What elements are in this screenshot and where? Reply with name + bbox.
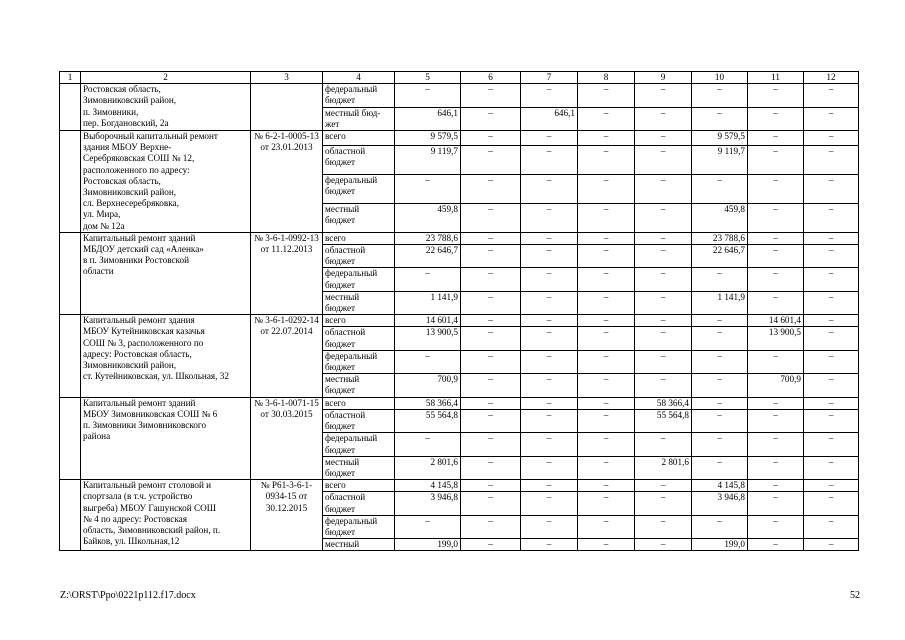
amount-cell: – [748, 146, 804, 175]
column-header: 1 [60, 72, 81, 84]
footer-file-path: Z:\ORST\Ppo\0221p112.f17.docx [60, 590, 196, 601]
column-header: 9 [635, 72, 692, 84]
amount-cell: – [461, 397, 521, 409]
amount-cell: 700,9 [395, 374, 461, 397]
document-number-cell [251, 84, 323, 131]
amount-cell: – [635, 539, 692, 551]
amount-cell: – [461, 232, 521, 244]
amount-cell: – [578, 350, 635, 373]
object-name-cell: Капитальный ремонт зданий МБДОУ детский сад «Аленка» в п. Зимовники Ростовской области [81, 232, 251, 314]
amount-cell: – [748, 232, 804, 244]
amount-cell: – [395, 350, 461, 373]
amount-cell: – [461, 146, 521, 175]
document-number-cell: № 3-6-1-0071-15 от 30.03.2015 [251, 397, 323, 479]
amount-cell: – [635, 203, 692, 232]
funding-source-cell: местный бюджет [323, 456, 395, 479]
column-header: 8 [578, 72, 635, 84]
amount-cell: – [461, 539, 521, 551]
amount-cell: – [521, 456, 578, 479]
amount-cell: – [578, 174, 635, 203]
amount-cell: – [804, 203, 859, 232]
amount-cell: – [804, 174, 859, 203]
amount-cell: – [521, 245, 578, 268]
amount-cell: – [692, 327, 748, 350]
amount-cell: – [635, 480, 692, 492]
amount-cell: – [692, 107, 748, 130]
column-header: 7 [521, 72, 578, 84]
amount-cell: – [461, 492, 521, 515]
amount-cell: – [578, 268, 635, 291]
amount-cell: 13 900,5 [395, 327, 461, 350]
amount-cell: – [804, 84, 859, 107]
amount-cell: 13 900,5 [748, 327, 804, 350]
amount-cell: – [635, 515, 692, 538]
amount-cell: – [461, 409, 521, 432]
amount-cell: – [748, 174, 804, 203]
amount-cell: – [692, 84, 748, 107]
amount-cell: – [804, 409, 859, 432]
amount-cell: 55 564,8 [635, 409, 692, 432]
amount-cell: – [578, 84, 635, 107]
document-table [59, 71, 859, 551]
amount-cell: 55 564,8 [395, 409, 461, 432]
amount-cell: 1 141,9 [692, 291, 748, 314]
amount-cell: – [748, 492, 804, 515]
amount-cell: – [635, 245, 692, 268]
amount-cell: – [804, 374, 859, 397]
column-header: 6 [461, 72, 521, 84]
amount-cell: – [578, 492, 635, 515]
amount-cell: – [461, 433, 521, 456]
funding-source-cell: местный бюд- жет [323, 107, 395, 130]
amount-cell: – [521, 174, 578, 203]
column-header: 4 [323, 72, 395, 84]
amount-cell: – [395, 433, 461, 456]
page-number: 52 [850, 590, 860, 601]
funding-source-cell: всего [323, 480, 395, 492]
amount-cell: – [461, 480, 521, 492]
amount-cell: – [635, 232, 692, 244]
amount-cell: 646,1 [395, 107, 461, 130]
amount-cell: 2 801,6 [635, 456, 692, 479]
funding-source-cell: всего [323, 131, 395, 146]
amount-cell: – [635, 492, 692, 515]
object-name-cell: Выборочный капитальный ремонт здания МБОУ Верхне- Серебряковская СОШ № 12, расположенного по адресу: Ростовская область, Зимовниковский район, сл. Верхнесеребряковка, ул. Мира, дом № 12а [81, 131, 251, 233]
amount-cell: – [635, 374, 692, 397]
funding-source-cell: федеральный бюджет [323, 350, 395, 373]
amount-cell: – [635, 146, 692, 175]
table-row [60, 84, 859, 107]
amount-cell: 199,0 [692, 539, 748, 551]
amount-cell: 58 366,4 [635, 397, 692, 409]
funding-source-cell: местный бюджет [323, 291, 395, 314]
document-number-cell: № Р61-3-6-1- 0934-15 от 30.12.2015 [251, 480, 323, 551]
amount-cell: – [804, 433, 859, 456]
funding-source-cell: областной бюджет [323, 146, 395, 175]
amount-cell: – [461, 174, 521, 203]
row-number-cell [60, 84, 81, 131]
amount-cell: – [578, 131, 635, 146]
amount-cell: – [461, 515, 521, 538]
amount-cell: 3 946,8 [692, 492, 748, 515]
amount-cell: – [804, 492, 859, 515]
amount-cell: – [748, 409, 804, 432]
amount-cell: – [578, 433, 635, 456]
amount-cell: – [748, 397, 804, 409]
amount-cell: – [804, 350, 859, 373]
table-row [60, 232, 859, 244]
amount-cell: 23 788,6 [395, 232, 461, 244]
amount-cell: – [748, 291, 804, 314]
amount-cell: – [692, 374, 748, 397]
funding-source-cell: федеральный бюджет [323, 84, 395, 107]
amount-cell: – [692, 174, 748, 203]
object-name-cell: Капитальный ремонт здания МБОУ Кутейниковская казачья СОШ № 3, расположенного по адресу: Ростовская область, Зимовниковский район, ст. Кутейниковская, ул. Школьная, 32 [81, 315, 251, 397]
amount-cell: – [635, 315, 692, 327]
amount-cell: – [804, 515, 859, 538]
amount-cell: – [635, 84, 692, 107]
amount-cell: – [521, 131, 578, 146]
amount-cell: – [461, 268, 521, 291]
amount-cell: – [692, 268, 748, 291]
row-number-cell [60, 480, 81, 551]
amount-cell: 4 145,8 [395, 480, 461, 492]
column-header: 5 [395, 72, 461, 84]
amount-cell: – [578, 456, 635, 479]
amount-cell: 459,8 [395, 203, 461, 232]
amount-cell: – [521, 291, 578, 314]
amount-cell: – [804, 232, 859, 244]
table-body [60, 84, 859, 551]
amount-cell: – [578, 291, 635, 314]
funding-source-cell: областной бюджет [323, 327, 395, 350]
amount-cell: 9 579,5 [692, 131, 748, 146]
amount-cell: – [748, 84, 804, 107]
amount-cell: – [521, 397, 578, 409]
amount-cell: – [578, 515, 635, 538]
amount-cell: 14 601,4 [395, 315, 461, 327]
amount-cell: – [461, 131, 521, 146]
amount-cell: – [521, 315, 578, 327]
amount-cell: – [578, 107, 635, 130]
amount-cell: – [578, 203, 635, 232]
row-number-cell [60, 232, 81, 314]
amount-cell: – [804, 315, 859, 327]
funding-source-cell: всего [323, 397, 395, 409]
funding-source-cell: всего [323, 232, 395, 244]
amount-cell: – [578, 146, 635, 175]
amount-cell: 9 119,7 [395, 146, 461, 175]
amount-cell: – [692, 515, 748, 538]
amount-cell: – [635, 327, 692, 350]
amount-cell: – [692, 433, 748, 456]
funding-source-cell: федеральный бюджет [323, 433, 395, 456]
row-number-cell [60, 131, 81, 233]
amount-cell: 199,0 [395, 539, 461, 551]
amount-cell: – [521, 492, 578, 515]
document-number-cell: № 6-2-1-0005-13 от 23.01.2013 [251, 131, 323, 233]
amount-cell: – [395, 84, 461, 107]
amount-cell: – [395, 515, 461, 538]
amount-cell: – [804, 539, 859, 551]
amount-cell: – [521, 327, 578, 350]
amount-cell: – [461, 456, 521, 479]
amount-cell: – [521, 268, 578, 291]
table-row [60, 315, 859, 327]
amount-cell: – [461, 374, 521, 397]
amount-cell: 646,1 [521, 107, 578, 130]
amount-cell: 700,9 [748, 374, 804, 397]
column-header: 10 [692, 72, 748, 84]
amount-cell: – [804, 291, 859, 314]
amount-cell: 4 145,8 [692, 480, 748, 492]
amount-cell: – [804, 456, 859, 479]
amount-cell: – [692, 315, 748, 327]
amount-cell: – [578, 245, 635, 268]
amount-cell: – [748, 539, 804, 551]
amount-cell: – [804, 146, 859, 175]
object-name-cell: Ростовская область, Зимовниковский район, п. Зимовники, пер. Богдановский, 2а [81, 84, 251, 131]
amount-cell: – [521, 515, 578, 538]
amount-cell: – [578, 409, 635, 432]
amount-cell: – [635, 350, 692, 373]
amount-cell: – [521, 539, 578, 551]
amount-cell: – [748, 480, 804, 492]
amount-cell: – [461, 245, 521, 268]
amount-cell: – [748, 245, 804, 268]
amount-cell: – [748, 350, 804, 373]
amount-cell: – [748, 107, 804, 130]
amount-cell: 3 946,8 [395, 492, 461, 515]
funding-source-cell: местный [323, 539, 395, 551]
amount-cell: – [578, 480, 635, 492]
amount-cell: – [804, 480, 859, 492]
table-header-row [60, 72, 859, 84]
amount-cell: – [635, 131, 692, 146]
column-header: 11 [748, 72, 804, 84]
amount-cell: – [692, 456, 748, 479]
amount-cell: 23 788,6 [692, 232, 748, 244]
table-row [60, 480, 859, 492]
column-header: 12 [804, 72, 859, 84]
amount-cell: – [578, 327, 635, 350]
amount-cell: – [748, 433, 804, 456]
amount-cell: – [804, 397, 859, 409]
amount-cell: – [748, 515, 804, 538]
funding-source-cell: областной бюджет [323, 409, 395, 432]
funding-source-cell: местный бюджет [323, 203, 395, 232]
amount-cell: – [635, 268, 692, 291]
amount-cell: – [521, 350, 578, 373]
object-name-cell: Капитальный ремонт столовой и спортзала (в т.ч. устройство выгреба) МБОУ Гашунской СОШ № 4 по адресу: Ростовская область, Зимовниковский район, п. Байков, ул. Школьная,12 [81, 480, 251, 551]
amount-cell: – [461, 84, 521, 107]
amount-cell: – [461, 291, 521, 314]
amount-cell: – [461, 327, 521, 350]
funding-source-cell: областной бюджет [323, 245, 395, 268]
amount-cell: – [692, 409, 748, 432]
amount-cell: – [635, 174, 692, 203]
amount-cell: – [521, 480, 578, 492]
amount-cell: – [804, 131, 859, 146]
amount-cell: – [804, 268, 859, 291]
funding-source-cell: федеральный бюджет [323, 268, 395, 291]
amount-cell: 9 579,5 [395, 131, 461, 146]
amount-cell: – [748, 268, 804, 291]
document-number-cell: № 3-6-1-0292-14 от 22.07.2014 [251, 315, 323, 397]
amount-cell: – [804, 107, 859, 130]
amount-cell: – [635, 433, 692, 456]
amount-cell: – [692, 350, 748, 373]
amount-cell: – [461, 203, 521, 232]
amount-cell: – [521, 374, 578, 397]
amount-cell: – [748, 203, 804, 232]
amount-cell: 459,8 [692, 203, 748, 232]
row-number-cell [60, 315, 81, 397]
funding-source-cell: областной бюджет [323, 492, 395, 515]
object-name-cell: Капитальный ремонт зданий МБОУ Зимовниковская СОШ № 6 п. Зимовники Зимовниковского района [81, 397, 251, 479]
funding-source-cell: всего [323, 315, 395, 327]
column-header: 2 [81, 72, 251, 84]
amount-cell: – [578, 232, 635, 244]
amount-cell: – [521, 232, 578, 244]
amount-cell: 1 141,9 [395, 291, 461, 314]
amount-cell: – [578, 397, 635, 409]
amount-cell: – [635, 107, 692, 130]
table-row [60, 397, 859, 409]
amount-cell: – [804, 327, 859, 350]
amount-cell: 14 601,4 [748, 315, 804, 327]
amount-cell: 22 646,7 [692, 245, 748, 268]
amount-cell: – [804, 245, 859, 268]
funding-source-cell: местный бюджет [323, 374, 395, 397]
amount-cell: – [748, 456, 804, 479]
amount-cell: – [692, 397, 748, 409]
amount-cell: 22 646,7 [395, 245, 461, 268]
amount-cell: – [461, 350, 521, 373]
table-row [60, 131, 859, 146]
document-number-cell: № 3-6-1-0992-13 от 11.12.2013 [251, 232, 323, 314]
amount-cell: – [748, 131, 804, 146]
funding-source-cell: федеральный бюджет [323, 174, 395, 203]
amount-cell: – [395, 174, 461, 203]
column-header: 3 [251, 72, 323, 84]
amount-cell: 2 801,6 [395, 456, 461, 479]
amount-cell: – [461, 107, 521, 130]
amount-cell: – [395, 268, 461, 291]
amount-cell: 9 119,7 [692, 146, 748, 175]
funding-source-cell: федеральный бюджет [323, 515, 395, 538]
amount-cell: – [521, 409, 578, 432]
amount-cell: – [578, 315, 635, 327]
amount-cell: – [521, 84, 578, 107]
row-number-cell [60, 397, 81, 479]
amount-cell: 58 366,4 [395, 397, 461, 409]
amount-cell: – [635, 291, 692, 314]
amount-cell: – [521, 146, 578, 175]
amount-cell: – [521, 433, 578, 456]
amount-cell: – [578, 539, 635, 551]
amount-cell: – [578, 374, 635, 397]
amount-cell: – [521, 203, 578, 232]
amount-cell: – [461, 315, 521, 327]
